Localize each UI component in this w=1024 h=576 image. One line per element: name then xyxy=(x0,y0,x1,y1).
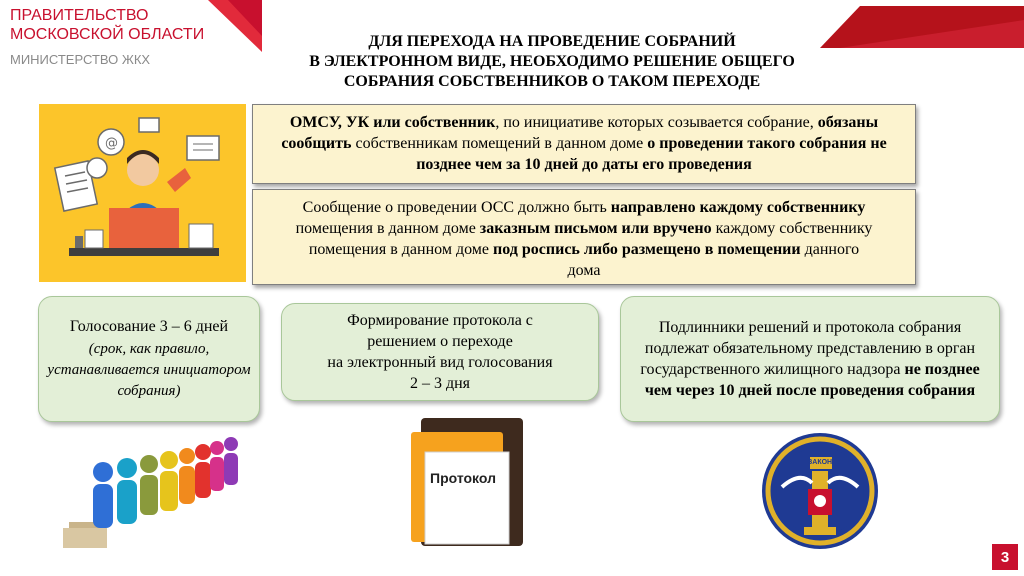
voting-period-title: Голосование 3 – 6 дней xyxy=(69,318,229,335)
org-name-line1: ПРАВИТЕЛЬСТВО xyxy=(10,7,149,24)
protocol-line-4: 2 – 3 дня xyxy=(409,375,471,392)
box2-text-c: каждому собственнику помещения в данном доме xyxy=(308,220,873,258)
box1-deadline: о проведении такого собрания не позднее чем за 10 дней до даты его проведения xyxy=(416,135,887,173)
header-left-ribbon xyxy=(200,0,262,58)
box2-each-owner: направлено каждому собственнику xyxy=(610,199,866,216)
protocol-formation-box xyxy=(281,303,599,401)
protocol-line-2: решением о переходе xyxy=(367,333,513,350)
header-right-ribbon xyxy=(820,0,1024,50)
box2-registered-mail: заказным письмом или вручено xyxy=(479,220,712,237)
box2-text-a: Сообщение о проведении ОСС должно быть xyxy=(302,199,611,216)
svg-text:@: @ xyxy=(105,136,118,151)
housing-inspection-emblem xyxy=(760,431,880,551)
title-line-1: ДЛЯ ПЕРЕХОДА НА ПРОВЕДЕНИЕ СОБРАНИЙ xyxy=(368,33,736,50)
protocol-label: Протокол xyxy=(430,470,496,486)
page-number: 3 xyxy=(992,544,1018,570)
title-line-2: В ЭЛЕКТРОННОМ ВИДЕ, НЕОБХОДИМО РЕШЕНИЕ ОБЩЕГО xyxy=(309,53,795,70)
voting-period-box xyxy=(38,296,260,422)
queue-people-illustration xyxy=(55,432,245,550)
originals-deadline: не позднее чем через 10 дней после проведения собрания xyxy=(644,361,980,399)
box1-obliged: обязаны сообщить xyxy=(281,114,879,152)
title-line-3: СОБРАНИЯ СОБСТВЕННИКОВ О ТАКОМ ПЕРЕХОДЕ xyxy=(343,73,761,90)
protocol-line-3: на электронный вид голосования xyxy=(327,354,553,371)
emblem-label: ЗАКОН xyxy=(807,459,833,466)
box2-text-d: данного дома xyxy=(567,241,860,279)
originals-submission-box xyxy=(620,296,1000,422)
message-delivery-box xyxy=(252,189,916,285)
originals-text: Подлинники решений и протокола собрания подлежат обязательному представлению в орган государственного жилищного надзора xyxy=(640,319,976,378)
box2-text-b: помещения в данном доме xyxy=(295,220,480,237)
box1-initiators: ОМСУ, УК или собственник xyxy=(289,114,496,131)
protocol-line-1: Формирование протокола с xyxy=(347,312,533,329)
box1-text-b: собственникам помещений в данном доме xyxy=(351,135,648,152)
box1-text-a: , по инициативе которых созывается собрание, xyxy=(495,114,814,131)
notification-duty-box xyxy=(252,104,916,184)
office-worker-illustration xyxy=(39,104,246,282)
org-name-line2: МОСКОВСКОЙ ОБЛАСТИ xyxy=(10,26,205,43)
box2-signature: под роспись либо размещено в помещении xyxy=(493,241,801,258)
page-title xyxy=(262,32,842,92)
ministry-name: МИНИСТЕРСТВО ЖКХ xyxy=(10,52,151,67)
voting-period-note: (срок, как правило, устанавливается инициатором собрания) xyxy=(47,341,251,399)
